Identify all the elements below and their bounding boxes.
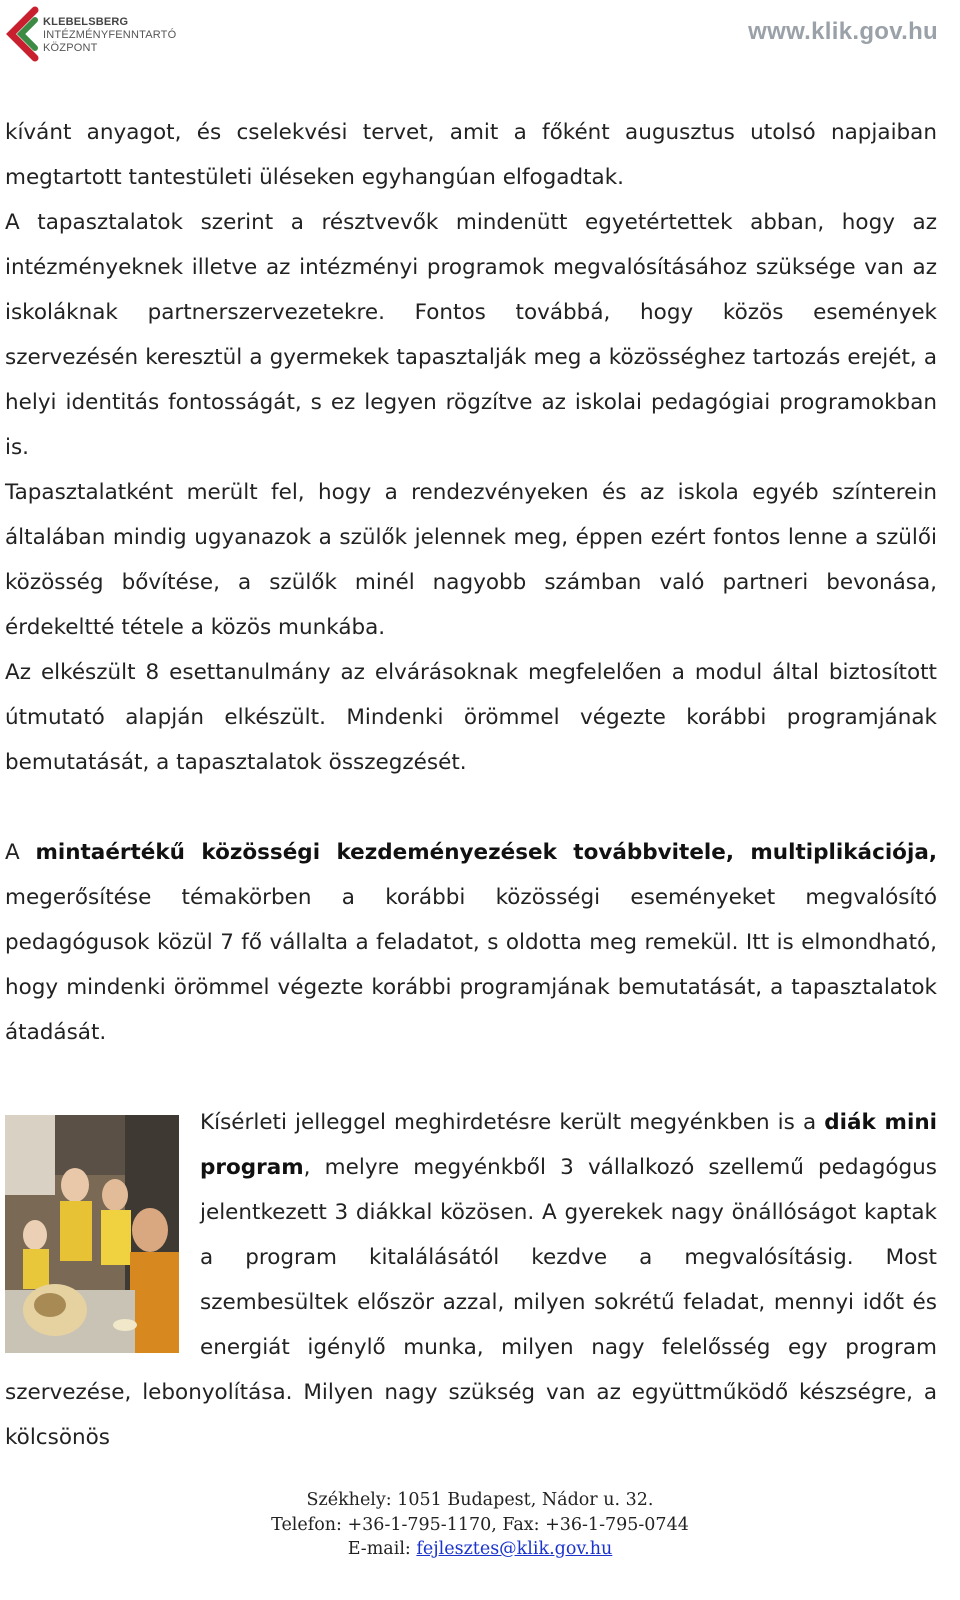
p6-rest: , melyre megyénkből 3 vállalkozó szellemű pedagógus jelentkezett 3 diákkal közösen. A gyerekek nagy önállóságot kaptak a program kitalálásától kezdve a megvalósításig. Most szembesültek először azzal, milyen sokrétű feladat, mennyi időt és energiát igénylő munka, milyen nagy felelősség egy program szervezése, lebonyolítása. Milyen nagy szükség van az együttműködő készségre, a kölcsönös <box>5 1155 937 1450</box>
footer-phone: Telefon: +36-1-795-1170, Fax: +36-1-795-0744 <box>271 1514 689 1535</box>
logo-mark-icon <box>5 6 41 62</box>
paragraph-5 <box>5 830 937 1055</box>
p5-lead: A <box>5 840 36 865</box>
footer-email-line <box>0 1537 960 1562</box>
paragraph-4: Az elkészült 8 esettanulmány az elvárásoknak megfelelően a modul által biztosított útmutató alapján elkészült. Mindenki örömmel végezte korábbi programjának bemutatását, a tapasztalatok összegzését. <box>5 660 937 775</box>
site-url[interactable]: www.klik.gov.hu <box>748 18 938 45</box>
footer-address: Székhely: 1051 Budapest, Nádor u. 32. <box>306 1490 654 1510</box>
paragraph-2: A tapasztalatok szerint a résztvevők mindenütt egyetértettek abban, hogy az intézményeknek illetve az intézményi programok megvalósításához szüksége van az iskoláknak partnerszervezetekre. Fontos továbbá, hogy közös események szervezésén keresztül a gyermekek tapasztalják meg a közösséghez tartozás erejét, a helyi identitás fontosságát, s ez legyen rögzítve az iskolai pedagógiai programokban is. <box>5 210 937 460</box>
logo-line-1: KLEBELSBERG <box>43 16 129 28</box>
page-header <box>0 0 960 75</box>
logo-line-2: INTÉZMÉNYFENNTARTÓ <box>43 29 177 41</box>
footer-email-link[interactable]: fejlesztes@klik.gov.hu <box>416 1539 613 1559</box>
photo-figure <box>5 1115 182 1355</box>
paragraph-1: kívánt anyagot, és cselekvési tervet, amit a főként augusztus utolsó napjaiban megtartott tantestületi üléseken egyhangúan elfogadtak. <box>5 120 937 190</box>
logo-line-3: KÖZPONT <box>43 42 98 54</box>
children-photo <box>5 1115 179 1353</box>
klebelsberg-logo <box>5 6 185 62</box>
page-footer <box>0 1488 960 1562</box>
p6-bold-term: diák mini program <box>200 1110 938 1180</box>
paragraph-3: Tapasztalatként merült fel, hogy a rendezvényeken és az iskola egyéb színterein általában mindig ugyanazok a szülők jelennek meg, éppen ezért fontos lenne a szülői közösség bővítése, a szülők minél nagyobb számban való partneri bevonása, érdekeltté tétele a közös munkába. <box>5 480 937 640</box>
p5-rest: megerősítése témakörben a korábbi közösségi eseményeket megvalósító pedagógusok közül 7 fő vállalta a feladatot, s oldotta meg remekül. Itt is elmondható, hogy mindenki örömmel végezte korábbi programjának bemutatását, a tapasztalatok átadását. <box>5 885 937 1045</box>
p6-lead: Kísérleti jelleggel meghirdetésre került megyénkben is a <box>200 1110 825 1135</box>
p5-bold-term: mintaértékű közösségi kezdeményezések továbbvitele, multiplikációja, <box>35 840 937 865</box>
footer-email-label: E-mail: <box>347 1539 417 1559</box>
document-body <box>5 110 937 1460</box>
